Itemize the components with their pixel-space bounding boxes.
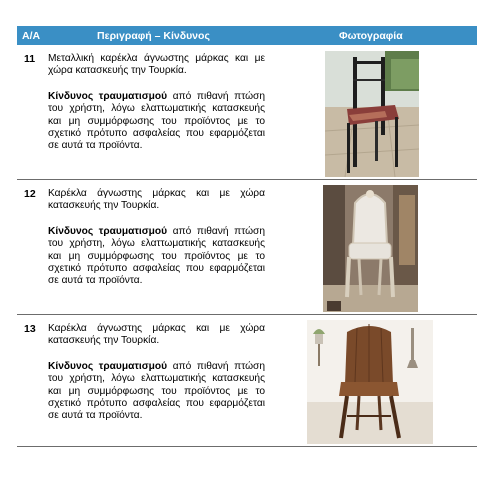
risk-text: από πιθανή πτώση του χρήστη, λόγω ελαττωματικής κατασκευής και μη συμμόρφωσης του προϊόντος με το σχετικό πρότυπο ασφαλείας που εφαρμόζεται σε αυτά τα προϊόντα. xyxy=(48,360,265,422)
table-header xyxy=(17,26,477,45)
header-aa: Α/Α xyxy=(22,30,41,42)
product-description: Καρέκλα άγνωστης μάρκας και με χώρα κατασκευής την Τουρκία. xyxy=(48,323,265,347)
product-description: Καρέκλα άγνωστης μάρκας και με χώρα κατασκευής την Τουρκία. xyxy=(48,188,265,212)
risk-title: Κίνδυνος τραυματισμού xyxy=(48,225,168,237)
row-description xyxy=(48,53,265,153)
table-row xyxy=(17,180,477,315)
risk-paragraph xyxy=(48,361,265,423)
metal-chair-photo xyxy=(325,51,419,177)
risk-paragraph xyxy=(48,91,265,153)
product-description: Μεταλλική καρέκλα άγνωστης μάρκας και με χώρα κατασκευής την Τουρκία. xyxy=(48,53,265,77)
risk-title: Κίνδυνος τραυματισμού xyxy=(48,90,168,102)
white-throne-chair-photo xyxy=(323,185,418,312)
table-row xyxy=(17,45,477,180)
row-number: 12 xyxy=(24,188,36,200)
row-description xyxy=(48,188,265,288)
recall-table xyxy=(17,26,477,447)
risk-text: από πιθανή πτώση του χρήστη, λόγω ελαττωματικής κατασκευής και μη συμμόρφωσης του προϊόντος με το σχετικό πρότυπο ασφαλείας που εφαρμόζεται σε αυτά τα προϊόντα. xyxy=(48,225,265,287)
row-description xyxy=(48,323,265,423)
risk-title: Κίνδυνος τραυματισμού xyxy=(48,360,168,372)
row-number: 13 xyxy=(24,323,36,335)
header-description: Περιγραφή – Κίνδυνος xyxy=(97,30,210,42)
risk-text: από πιθανή πτώση του χρήστη, λόγω ελαττωματικής κατασκευής και μη συμμόρφωσης του προϊόντος με το σχετικό πρότυπο ασφαλείας που εφαρμόζεται σε αυτά τα προϊόντα. xyxy=(48,90,265,152)
header-photo: Φωτογραφία xyxy=(339,30,403,42)
brown-leather-chair-photo xyxy=(307,320,433,444)
risk-paragraph xyxy=(48,226,265,288)
row-number: 11 xyxy=(24,53,36,65)
table-row xyxy=(17,315,477,447)
